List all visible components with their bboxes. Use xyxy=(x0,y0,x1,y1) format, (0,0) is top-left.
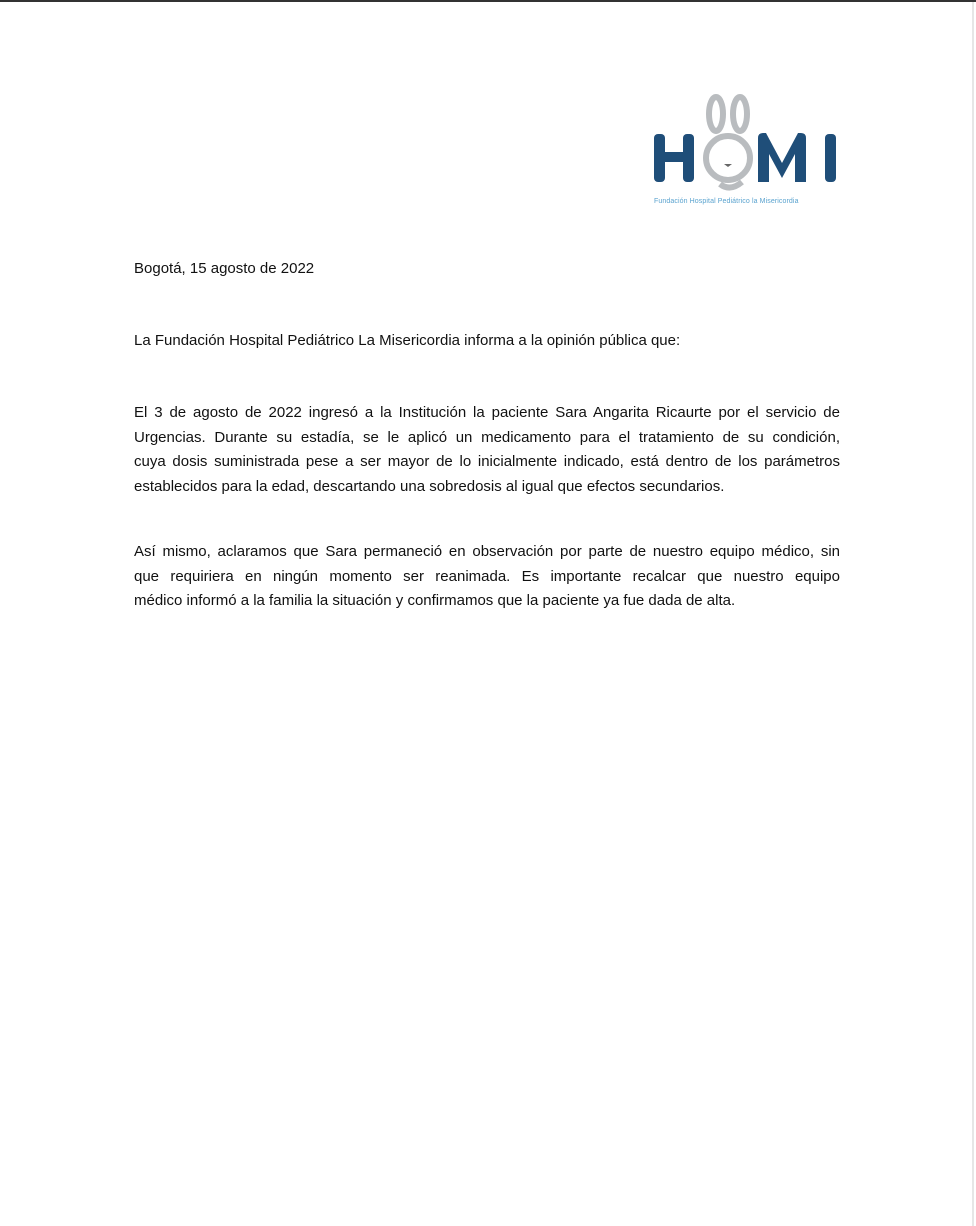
paragraph-line: que requiriera en ningún momento ser reanimada. Es importante recalcar que nuestro equipo xyxy=(134,567,840,585)
paragraph-line: médico informó a la familia la situación y confirmamos que la paciente ya fue dada de alta. xyxy=(134,592,736,609)
logo-caption: Fundación Hospital Pediátrico la Misericordia xyxy=(654,198,799,205)
paragraph-1 xyxy=(134,401,840,499)
paragraph-line: Así mismo, aclaramos que Sara permaneció en observación por parte de nuestro equipo médico, sin xyxy=(134,543,840,560)
top-border xyxy=(0,0,976,2)
intro-line: La Fundación Hospital Pediátrico La Misericordia informa a la opinión pública que: xyxy=(134,332,681,349)
paragraph-line: El 3 de agosto de 2022 ingresó a la Institución la paciente Sara Angarita Ricaurte por el servicio de xyxy=(134,404,840,421)
paragraph-2 xyxy=(134,540,840,614)
date-line: Bogotá, 15 agosto de 2022 xyxy=(134,260,315,277)
homi-logo xyxy=(650,94,845,212)
paragraph-line: cuya dosis suministrada pese a ser mayor de lo inicialmente indicado, está dentro de los parámetros xyxy=(134,453,840,470)
paragraph-line: Urgencias. Durante su estadía, se le aplicó un medicamento para el tratamiento de su condición, xyxy=(134,428,840,446)
page-edge xyxy=(972,2,974,1226)
paragraph-line: establecidos para la edad, descartando una sobredosis al igual que efectos secundarios. xyxy=(134,477,725,495)
bunny-icon xyxy=(706,97,750,188)
